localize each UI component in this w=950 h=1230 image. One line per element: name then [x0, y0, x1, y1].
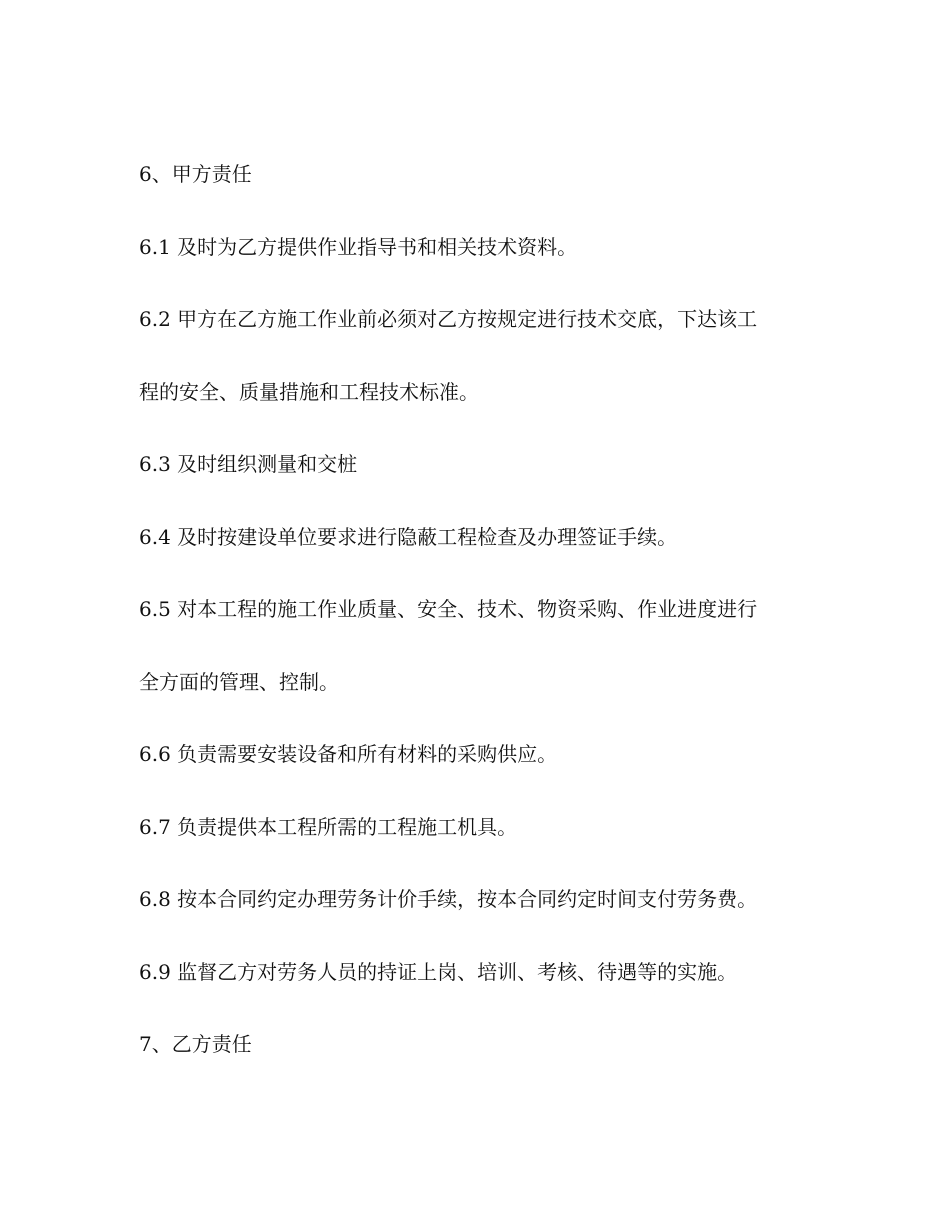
clause-6-6: 6.6 负责需要安装设备和所有材料的采购供应。 [139, 742, 558, 766]
clause-6-9: 6.9 监督乙方对劳务人员的持证上岗、培训、考核、待遇等的实施。 [139, 959, 738, 984]
clause-6-2-line-1: 6.2 甲方在乙方施工作业前必须对乙方按规定进行技术交底，下达该工 [139, 307, 758, 331]
section-heading-6: 6、甲方责任 [139, 162, 252, 186]
clause-6-1: 6.1 及时为乙方提供作业指导书和相关技术资料。 [139, 234, 578, 259]
clause-6-2-line-2: 程的安全、质量措施和工程技术标准。 [139, 379, 479, 404]
clause-6-4: 6.4 及时按建设单位要求进行隐蔽工程检查及办理签证手续。 [139, 524, 678, 549]
clause-6-7: 6.7 负责提供本工程所需的工程施工机具。 [139, 814, 518, 839]
clause-6-5-line-1: 6.5 对本工程的施工作业质量、安全、技术、物资采购、作业进度进行 [139, 597, 758, 621]
document-body [139, 138, 839, 1081]
section-heading-7: 7、乙方责任 [139, 1032, 252, 1056]
clause-6-3: 6.3 及时组织测量和交桩 [139, 452, 358, 476]
clause-6-8: 6.8 按本合同约定办理劳务计价手续，按本合同约定时间支付劳务费。 [139, 887, 758, 911]
clause-6-5-line-2: 全方面的管理、控制。 [139, 669, 339, 694]
